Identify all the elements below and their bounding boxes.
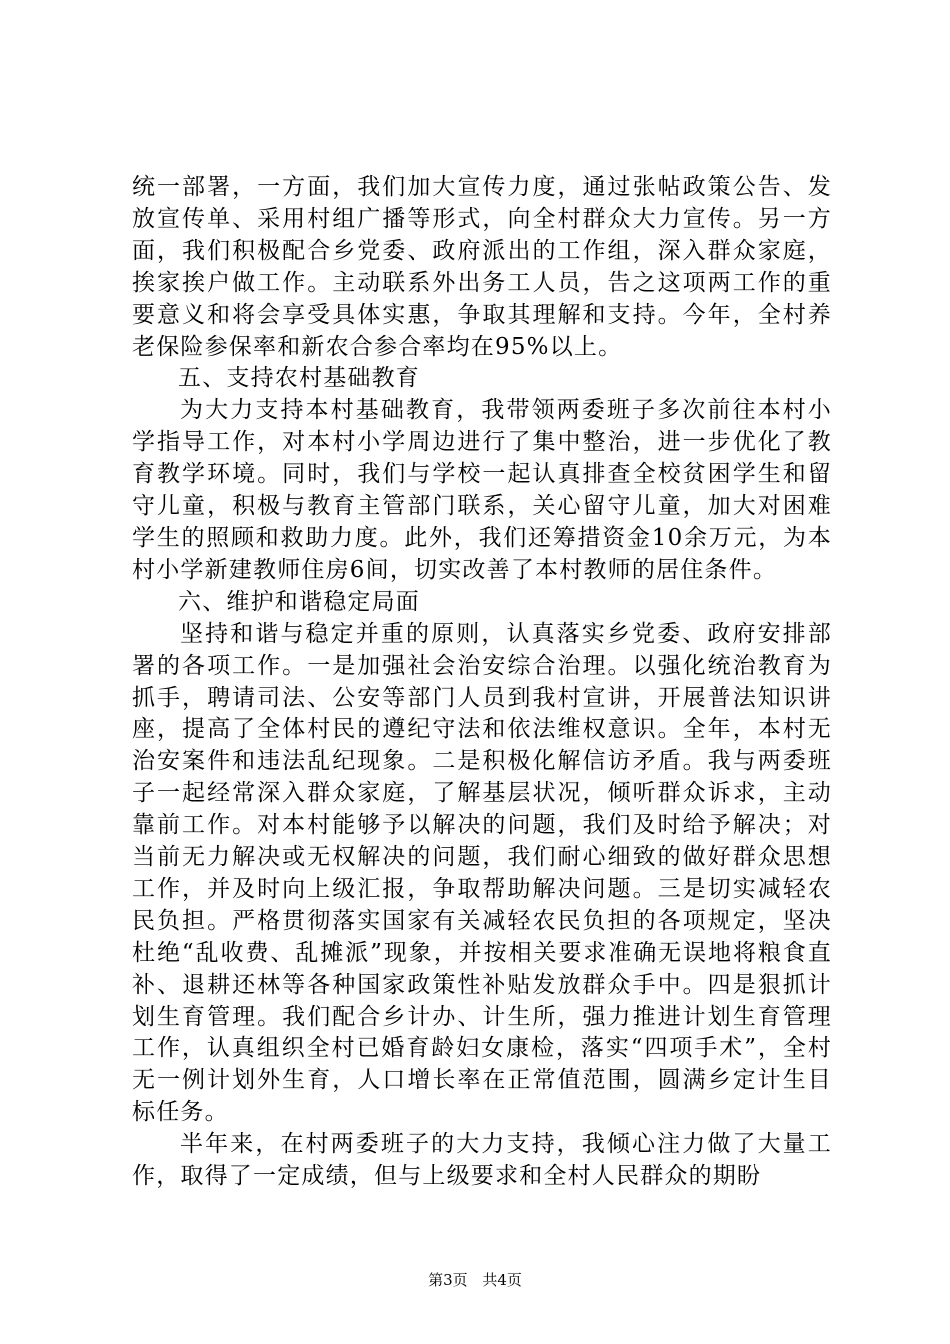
- section-heading-education: 五、支持农村基础教育: [178, 365, 420, 392]
- paragraph-continuation: 统一部署，一方面，我们加大宣传力度，通过张帖政策公告、发放宣传单、采用村组广播等形式，向全村群众大力宣传。另一方面，我们积极配合乡党委、政府派出的工作组，深入群众家庭，挨家挨户做工作。主动联系外出务工人员，告之这项两工作的重要意义和将会享受具体实惠，争取其理解和支持。今年，全村养老保险参保率和新农合参合率均在95%以上。: [132, 174, 832, 360]
- section-heading-stability: 六、维护和谐稳定局面: [178, 588, 420, 615]
- paragraph-education: 为大力支持本村基础教育，我带领两委班子多次前往本村小学指导工作，对本村小学周边进行了集中整治，进一步优化了教育教学环境。同时，我们与学校一起认真排查全校贫困学生和留守儿童，积极与教育主管部门联系，关心留守儿童，加大对困难学生的照顾和救助力度。此外，我们还筹措资金10余万元，为本村小学新建教师住房6间，切实改善了本村教师的居住条件。: [132, 397, 832, 583]
- paragraph-summary: 半年来，在村两委班子的大力支持，我倾心注力做了大量工作，取得了一定成绩，但与上级要求和全村人民群众的期盼: [132, 1131, 832, 1190]
- page-total: 共4页: [482, 1271, 522, 1289]
- document-body: [132, 172, 832, 1193]
- paragraph-stability: 坚持和谐与稳定并重的原则，认真落实乡党委、政府安排部署的各项工作。一是加强社会治安综合治理。以强化统治教育为抓手，聘请司法、公安等部门人员到我村宣讲，开展普法知识讲座，提高了全体村民的遵纪守法和依法维权意识。全年，本村无治安案件和违法乱纪现象。二是积极化解信访矛盾。我与两委班子一起经常深入群众家庭，了解基层状况，倾听群众诉求，主动靠前工作。对本村能够予以解决的问题，我们及时给予解决；对当前无力解决或无权解决的问题，我们耐心细致的做好群众思想工作，并及时向上级汇报，争取帮助解决问题。三是切实减轻农民负担。严格贯彻落实国家有关减轻农民负担的各项规定，坚决杜绝“乱收费、乱摊派”现象，并按相关要求准确无误地将粮食直补、退耕还林等各种国家政策性补贴发放群众手中。四是狠抓计划生育管理。我们配合乡计办、计生所，强力推进计划生育管理工作，认真组织全村已婚育龄妇女康检，落实“四项手术”，全村无一例计划外生育，人口增长率在正常值范围，圆满乡定计生目标任务。: [132, 620, 832, 1126]
- page-number: 第3页: [428, 1271, 468, 1289]
- page-footer: [0, 1270, 950, 1290]
